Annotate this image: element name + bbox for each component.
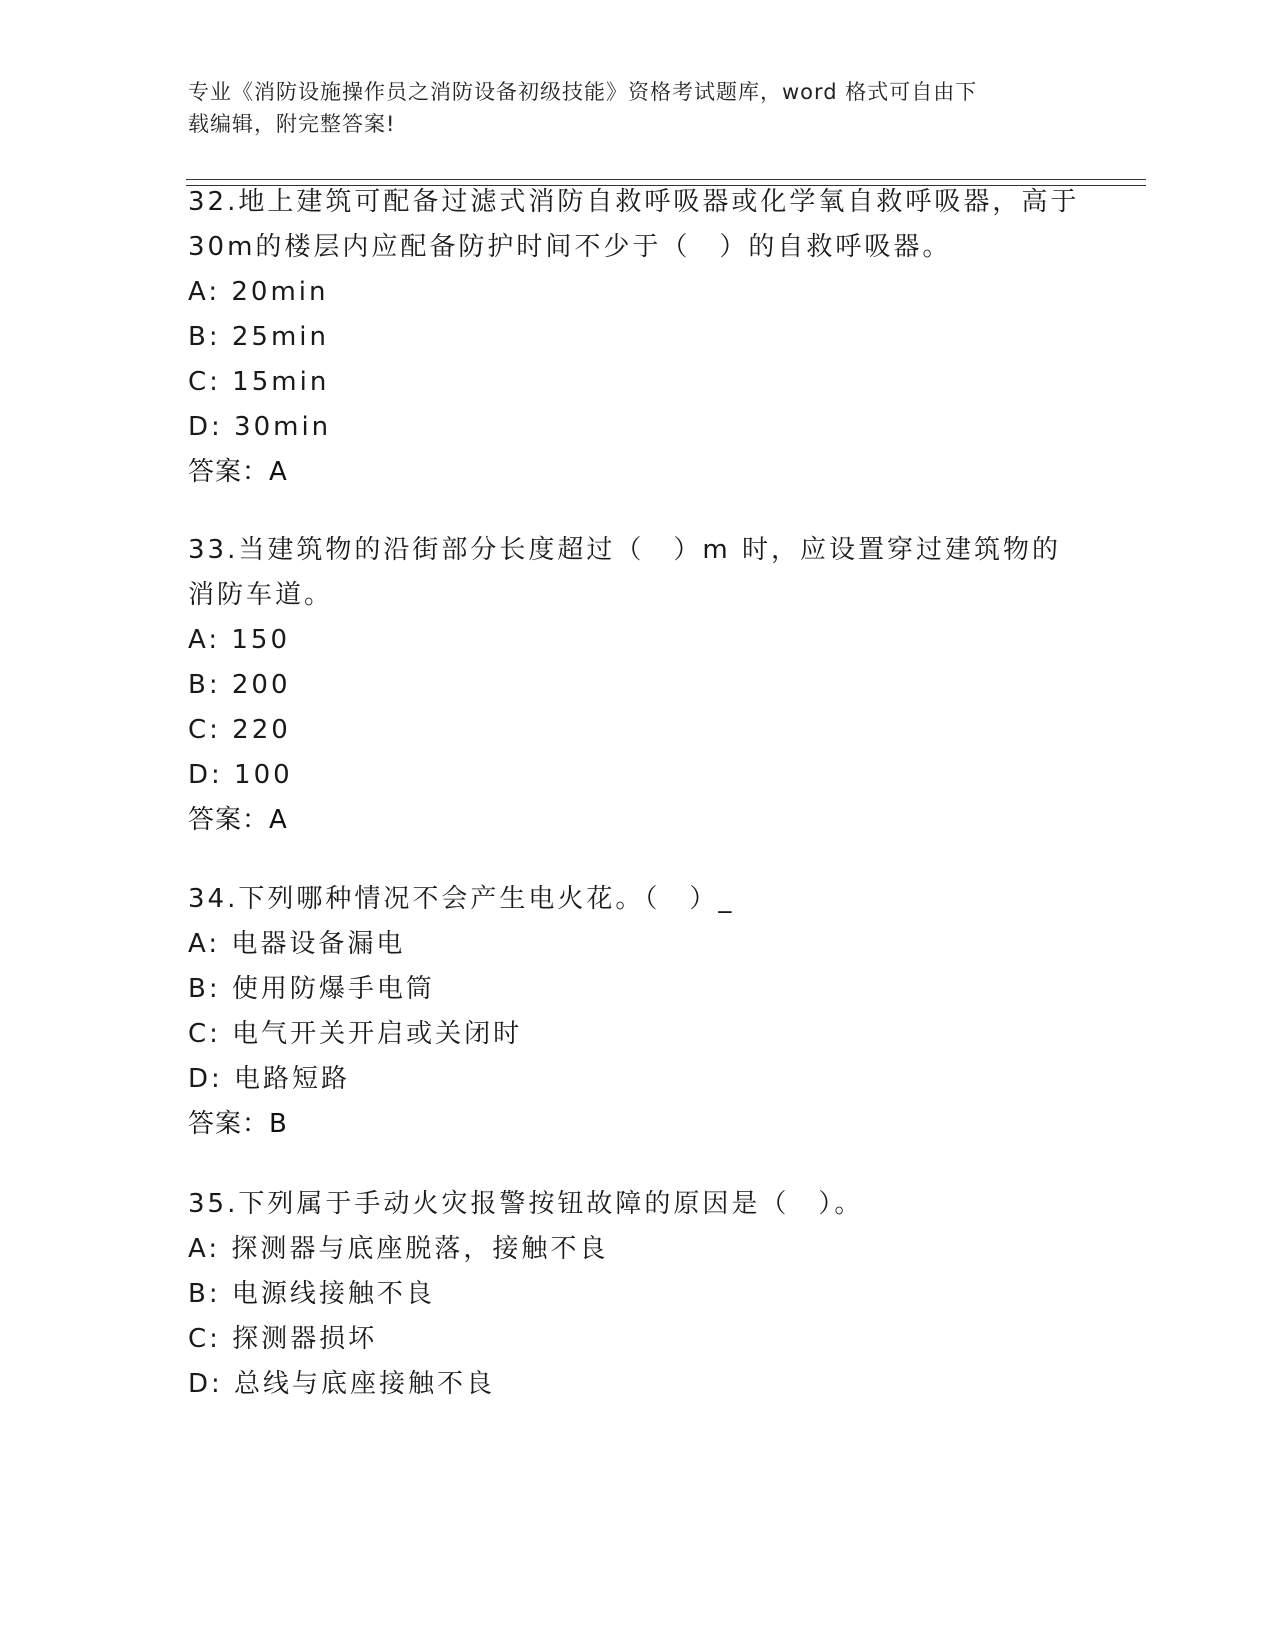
answer: 答案：A	[188, 805, 288, 835]
option-c: C: 220	[188, 715, 291, 745]
option-d: D: 总线与底座接触不良	[188, 1369, 496, 1399]
option-b: B: 使用防爆手电筒	[188, 974, 435, 1004]
option-d: D: 100	[188, 760, 293, 790]
option-a: A: 探测器与底座脱落，接触不良	[188, 1234, 609, 1264]
question-34	[188, 877, 1088, 1147]
option-b: B: 200	[188, 670, 291, 700]
option-a: A: 20min	[188, 277, 329, 307]
header-intro-line1: 专业《消防设施操作员之消防设备初级技能》资格考试题库，word 格式可自由下	[188, 80, 978, 104]
question-32	[188, 180, 1088, 495]
answer: 答案：B	[188, 1109, 288, 1139]
option-c: C: 探测器损坏	[188, 1324, 378, 1354]
option-b: B: 25min	[188, 322, 329, 352]
option-a: A: 电器设备漏电	[188, 929, 406, 959]
question-stem: 34.下列哪种情况不会产生电火花。（ ）_	[188, 884, 735, 914]
question-stem: 32.地上建筑可配备过滤式消防自救呼吸器或化学氧自救呼吸器，高于30m的楼层内应配备防护时间不少于（ ）的自救呼吸器。	[188, 187, 1080, 262]
option-c: C: 电气开关开启或关闭时	[188, 1019, 523, 1049]
option-c: C: 15min	[188, 367, 330, 397]
document-header	[188, 76, 1088, 140]
question-33	[188, 528, 1088, 843]
answer: 答案：A	[188, 457, 288, 487]
option-b: B: 电源线接触不良	[188, 1279, 435, 1309]
option-d: D: 电路短路	[188, 1064, 351, 1094]
question-35	[188, 1182, 1088, 1407]
header-intro-line2: 载编辑，附完整答案!	[188, 112, 396, 136]
question-stem: 33.当建筑物的沿街部分长度超过（ ）m 时，应设置穿过建筑物的消防车道。	[188, 535, 1061, 610]
option-a: A: 150	[188, 625, 290, 655]
option-d: D: 30min	[188, 412, 332, 442]
question-stem: 35.下列属于手动火灾报警按钮故障的原因是（ ）。	[188, 1189, 864, 1219]
